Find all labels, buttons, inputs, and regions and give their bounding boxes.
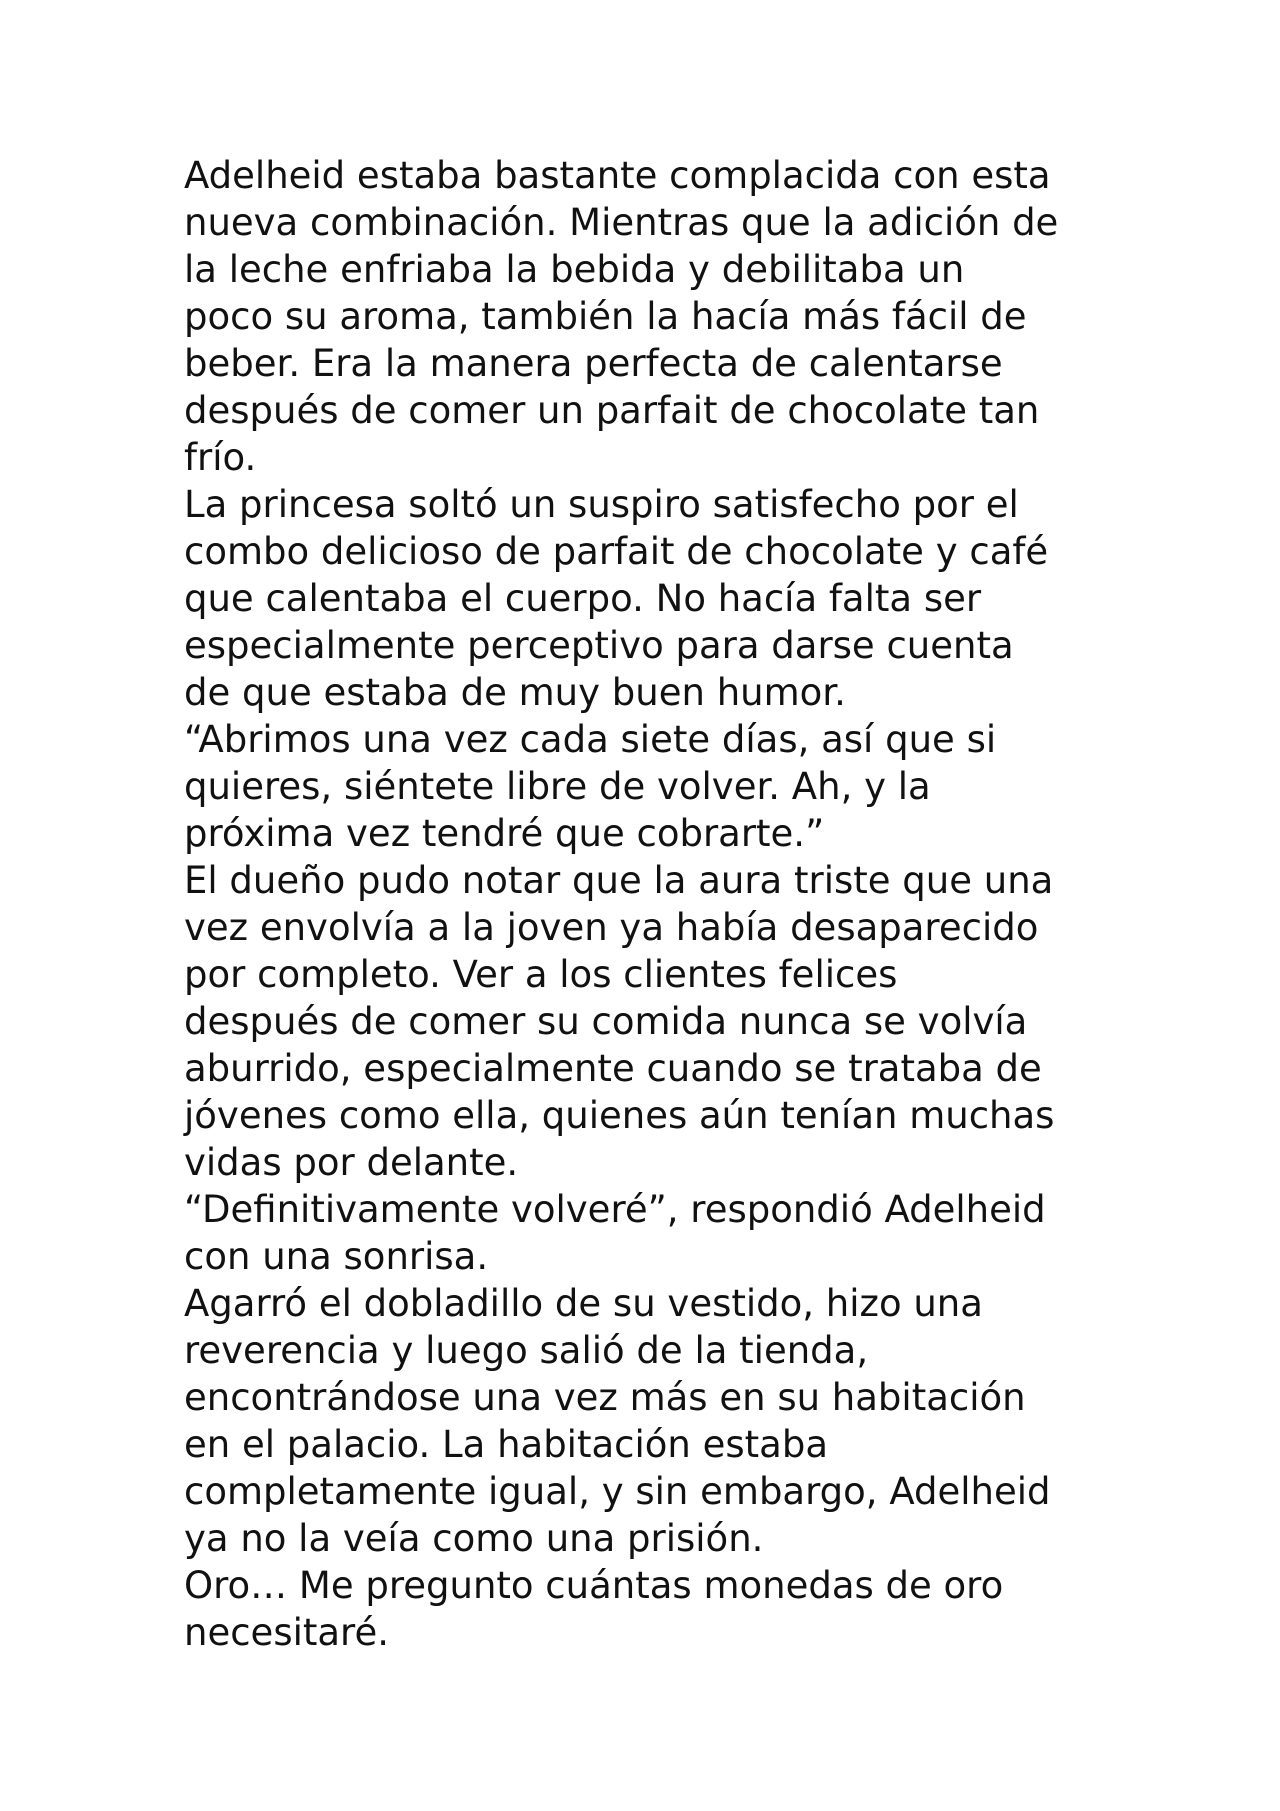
text-line: “Definitivamente volveré”, respondió Adelheid xyxy=(184,1188,1046,1231)
text-line: vidas por delante. xyxy=(184,1141,519,1184)
text-line: combo delicioso de parfait de chocolate y café xyxy=(184,530,1049,573)
text-line: de que estaba de muy buen humor. xyxy=(184,671,846,714)
text-line: con una sonrisa. xyxy=(184,1235,489,1278)
text-line: por completo. Ver a los clientes felices xyxy=(184,953,898,996)
text-line: que calentaba el cuerpo. No hacía falta ser xyxy=(184,577,982,620)
text-line: Adelheid estaba bastante complacida con esta xyxy=(184,154,1051,197)
text-line: Oro… Me pregunto cuántas monedas de oro xyxy=(184,1564,1004,1607)
text-line: próxima vez tendré que cobrarte.” xyxy=(184,812,825,855)
text-line: Agarró el dobladillo de su vestido, hizo una xyxy=(184,1282,983,1325)
text-line: reverencia y luego salió de la tienda, xyxy=(184,1329,869,1372)
text-line: necesitaré. xyxy=(184,1611,389,1654)
text-line: después de comer un parfait de chocolate tan xyxy=(184,389,1040,432)
text-line: la leche enfriaba la bebida y debilitaba un xyxy=(184,248,965,291)
text-line: completamente igual, y sin embargo, Adelheid xyxy=(184,1470,1051,1513)
text-line: “Abrimos una vez cada siete días, así que si xyxy=(184,718,997,761)
text-line: aburrido, especialmente cuando se trataba de xyxy=(184,1047,1042,1090)
text-line: poco su aroma, también la hacía más fácil de xyxy=(184,295,1027,338)
text-line: vez envolvía a la joven ya había desaparecido xyxy=(184,906,1039,949)
text-line: encontrándose una vez más en su habitación xyxy=(184,1376,1026,1419)
text-line: beber. Era la manera perfecta de calentarse xyxy=(184,342,1003,385)
text-line: en el palacio. La habitación estaba xyxy=(184,1423,828,1466)
body-text xyxy=(184,152,1124,1656)
text-line: quieres, siéntete libre de volver. Ah, y la xyxy=(184,765,931,808)
text-line: especialmente perceptivo para darse cuenta xyxy=(184,624,1014,667)
text-line: La princesa soltó un suspiro satisfecho por el xyxy=(184,483,1019,526)
text-line: ya no la veía como una prisión. xyxy=(184,1517,764,1560)
text-line: El dueño pudo notar que la aura triste que una xyxy=(184,859,1054,902)
text-line: jóvenes como ella, quienes aún tenían muchas xyxy=(184,1094,1055,1137)
text-line: después de comer su comida nunca se volvía xyxy=(184,1000,1028,1043)
text-line: frío. xyxy=(184,436,257,479)
text-line: nueva combinación. Mientras que la adición de xyxy=(184,201,1059,244)
